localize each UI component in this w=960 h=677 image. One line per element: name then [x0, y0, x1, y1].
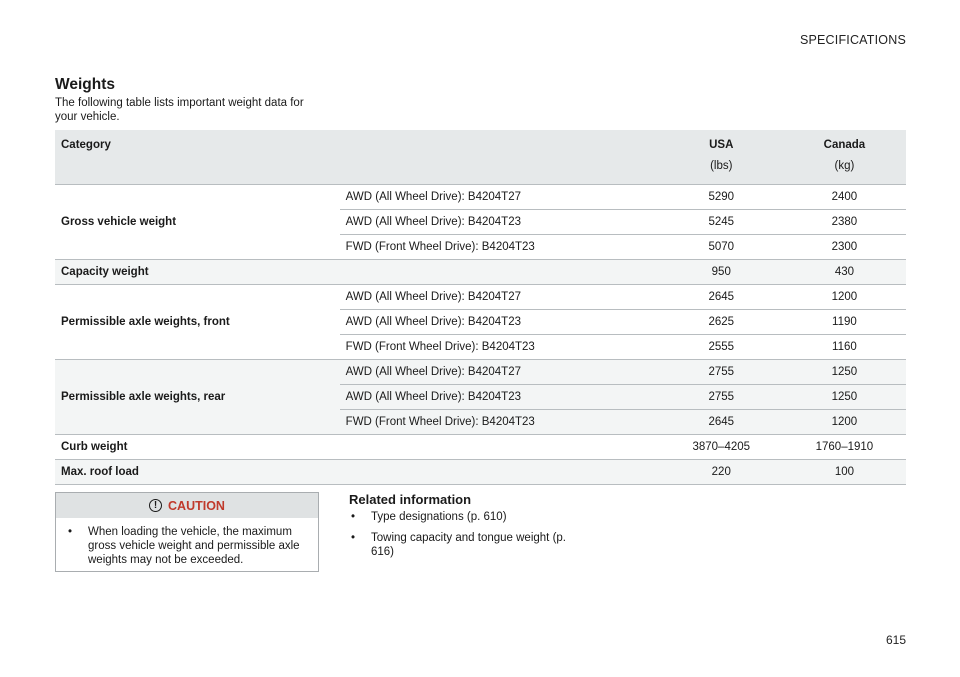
list-item: • When loading the vehicle, the maximum gross vehicle weight and permissible axle weights may not be exceeded.	[66, 525, 308, 567]
section-header: SPECIFICATIONS	[799, 33, 906, 47]
related-link-towing-capacity[interactable]: • Towing capacity and tongue weight (p. 616)	[349, 531, 579, 559]
canada-cell: 1190	[783, 310, 906, 335]
related-information	[349, 492, 579, 566]
caution-title: CAUTION	[168, 498, 225, 513]
header-usa	[660, 130, 783, 185]
row-label-capacity: Capacity weight	[55, 260, 660, 285]
table-row	[55, 185, 906, 210]
drive-cell: AWD (All Wheel Drive): B4204T23	[340, 310, 660, 335]
usa-cell: 5290	[660, 185, 783, 210]
usa-cell: 2625	[660, 310, 783, 335]
page-title: Weights	[55, 76, 115, 93]
drive-cell: AWD (All Wheel Drive): B4204T23	[340, 385, 660, 410]
caution-list	[56, 518, 318, 567]
canada-cell: 1160	[783, 335, 906, 360]
canada-cell: 1200	[783, 410, 906, 435]
usa-cell: 2755	[660, 385, 783, 410]
intro-text: The following table lists important weight data for your vehicle.	[55, 97, 304, 123]
drive-cell: AWD (All Wheel Drive): B4204T27	[340, 185, 660, 210]
canada-cell: 1760–1910	[783, 435, 906, 460]
usa-cell: 220	[660, 460, 783, 485]
usa-cell: 2645	[660, 410, 783, 435]
canada-cell: 1250	[783, 360, 906, 385]
related-list	[349, 510, 579, 559]
page-number: 615	[885, 633, 906, 647]
usa-cell: 2645	[660, 285, 783, 310]
related-link-type-designations[interactable]: • Type designations (p. 610)	[349, 510, 579, 524]
related-title: Related information	[349, 492, 472, 507]
exclamation-circle-icon: !	[149, 499, 162, 512]
table-row	[55, 260, 906, 285]
drive-cell: FWD (Front Wheel Drive): B4204T23	[340, 335, 660, 360]
usa-cell: 950	[660, 260, 783, 285]
caution-header	[56, 493, 318, 518]
header-canada-unit: (kg)	[834, 160, 855, 172]
canada-cell: 100	[783, 460, 906, 485]
table-row	[55, 360, 906, 385]
table-row	[55, 435, 906, 460]
drive-cell: AWD (All Wheel Drive): B4204T27	[340, 360, 660, 385]
row-label-curb: Curb weight	[55, 435, 660, 460]
usa-cell: 2755	[660, 360, 783, 385]
weights-table	[55, 130, 906, 485]
usa-cell: 3870–4205	[660, 435, 783, 460]
header-canada-label: Canada	[823, 139, 866, 151]
row-label-axle-front: Permissible axle weights, front	[55, 285, 340, 360]
header-category: Category	[55, 130, 660, 185]
usa-cell: 2555	[660, 335, 783, 360]
table-row	[55, 285, 906, 310]
header-usa-unit: (lbs)	[710, 160, 733, 172]
drive-cell: AWD (All Wheel Drive): B4204T27	[340, 285, 660, 310]
table-header-row	[55, 130, 906, 185]
drive-cell: FWD (Front Wheel Drive): B4204T23	[340, 235, 660, 260]
drive-cell: AWD (All Wheel Drive): B4204T23	[340, 210, 660, 235]
canada-cell: 2300	[783, 235, 906, 260]
header-canada	[783, 130, 906, 185]
usa-cell: 5070	[660, 235, 783, 260]
canada-cell: 2380	[783, 210, 906, 235]
usa-cell: 5245	[660, 210, 783, 235]
drive-cell: FWD (Front Wheel Drive): B4204T23	[340, 410, 660, 435]
caution-box	[55, 492, 319, 572]
row-label-axle-rear: Permissible axle weights, rear	[55, 360, 340, 435]
canada-cell: 2400	[783, 185, 906, 210]
canada-cell: 1250	[783, 385, 906, 410]
row-label-gross: Gross vehicle weight	[55, 185, 340, 260]
canada-cell: 1200	[783, 285, 906, 310]
row-label-roof: Max. roof load	[55, 460, 660, 485]
header-usa-label: USA	[709, 139, 734, 151]
table-row	[55, 460, 906, 485]
canada-cell: 430	[783, 260, 906, 285]
